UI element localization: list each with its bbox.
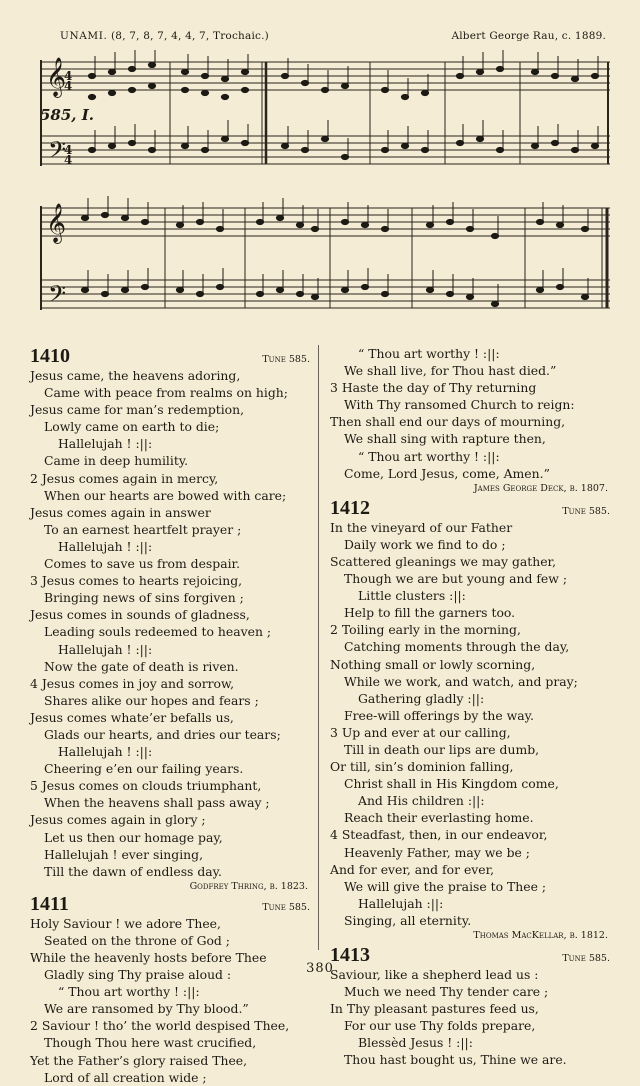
hymn-line: And for ever, and for ever, (330, 861, 495, 877)
hymn-line: Seated on the throne of God ; (44, 932, 230, 948)
svg-text:4: 4 (64, 69, 73, 83)
hymn-line: While the heavenly hosts before Thee (30, 950, 267, 965)
hymn-line: Hallelujah ! :||: (58, 641, 153, 657)
hymn-line: Holy Saviour ! we adore Thee, (30, 915, 221, 931)
hymn-line: Or till, sin’s dominion falling, (330, 759, 514, 775)
svg-text:𝄞: 𝄞 (46, 57, 67, 97)
hymn-line: Gathering gladly :||: (358, 690, 485, 706)
hymn-line: Little clusters :||: (358, 588, 466, 604)
hymn-line: Free-will offerings by the way. (344, 707, 534, 723)
composer-credit: Albert George Rau, c. 1889. (451, 30, 606, 42)
hymn-line: In Thy pleasant pastures feed us, (330, 1001, 539, 1017)
svg-text:4: 4 (64, 153, 73, 167)
hymn-line: Gladly sing Thy praise aloud : (44, 967, 232, 983)
hymn-line: 2 Saviour ! tho’ the world despised Thee, (30, 1018, 290, 1034)
tune-reference: Tune 585. (562, 953, 610, 964)
hymn-line: Came with peace from realms on high; (44, 385, 288, 401)
tune-meter: (8, 7, 8, 7, 4, 4, 7, Trochaic.) (111, 30, 269, 42)
music-staves-2 (40, 196, 610, 336)
hymn-line: Now the gate of death is riven. (44, 658, 239, 674)
hymn-line: Jesus comes again in glory ; (30, 812, 206, 828)
hymn-line: Hallelujah ! :||: (58, 436, 153, 452)
svg-text:4: 4 (64, 143, 73, 157)
hymn-line: Jesus came for man’s redemption, (30, 402, 245, 418)
hymn-line: 2 Toiling early in the morning, (330, 622, 521, 638)
hymn-line: With Thy ransomed Church to reign: (344, 397, 575, 413)
hymn-line: We will give the praise to Thee ; (344, 878, 547, 894)
hymn-heading (30, 893, 312, 915)
music-staves-1 (40, 50, 610, 190)
hymn-line: Lord of all creation wide ; (44, 1069, 207, 1085)
tune-reference: Tune 585. (562, 505, 610, 517)
svg-text:𝄞: 𝄞 (46, 203, 67, 243)
hymn-line: Yet the Father’s glory raised Thee, (30, 1052, 248, 1068)
hymn-line: For our use Thy folds prepare, (344, 1018, 536, 1034)
hymn-heading (30, 345, 312, 367)
hymn-line: Hallelujah :||: (358, 895, 444, 911)
svg-text:4: 4 (64, 79, 73, 93)
hymn-line: Heavenly Father, may we be ; (344, 844, 530, 860)
hymn-line: Hallelujah ! ever singing, (44, 846, 204, 862)
hymn-line: 2 Jesus comes again in mercy, (30, 470, 219, 486)
hymn-number: 1412 (330, 496, 370, 519)
tune-name: UNAMI. (60, 30, 108, 42)
hymn-line: Cheering e’en our failing years. (44, 761, 244, 777)
hymn-line: Catching moments through the day, (344, 639, 570, 655)
hymn-line: “ Thou art worthy ! :||: (58, 984, 200, 1000)
hymn-line: To an earnest heartfelt prayer ; (44, 521, 242, 537)
hymn-line: “ Thou art worthy ! :||: (358, 448, 500, 464)
hymn-line: Thou hast bought us, Thine we are. (344, 1052, 567, 1068)
hymn-line: Though Thou here wast crucified, (44, 1035, 257, 1051)
hymn-author: Thomas MacKellar, b. 1812. (473, 930, 608, 941)
hymn-line: Jesus came, the heavens adoring, (30, 368, 241, 383)
hymn-line: Then shall end our days of mourning, (330, 414, 566, 430)
hymn-line: Jesus comes whate’er befalls us, (30, 709, 234, 725)
hymn-line: Hallelujah ! :||: (58, 744, 153, 760)
tune-number: 585, I. (40, 106, 94, 124)
hymn-line: Let us then our homage pay, (44, 829, 223, 845)
hymn-line: 3 Haste the day of Thy returning (330, 380, 537, 396)
hymn-line: Nothing small or lowly scorning, (330, 656, 536, 672)
column-divider (318, 345, 319, 950)
hymn-line: Lowly came on earth to die; (44, 419, 220, 435)
hymn-line: Shares alike our hopes and fears ; (44, 692, 259, 708)
hymn-line: We shall sing with rapture then, (344, 431, 546, 447)
hymn-line: We are ransomed by Thy blood.” (44, 1001, 249, 1017)
hymn-line: Come, Lord Jesus, come, Amen.” (344, 465, 550, 481)
hymn-line: Singing, all eternity. (344, 912, 472, 928)
hymn-line: Comes to save us from despair. (44, 556, 241, 572)
hymn-author: James George Deck, b. 1807. (473, 482, 608, 494)
hymn-line: Hallelujah ! :||: (58, 538, 153, 554)
hymn-line: Blessèd Jesus ! :||: (358, 1035, 473, 1051)
hymn-line: Much we need Thy tender care ; (344, 984, 549, 1000)
hymn-line: Jesus comes in sounds of gladness, (30, 607, 250, 623)
page-number: 380 (306, 961, 334, 976)
svg-text:𝄢: 𝄢 (48, 280, 67, 313)
svg-text:𝄢: 𝄢 (48, 136, 67, 169)
hymn-line: We shall live, for Thou hast died.” (344, 363, 557, 379)
hymn-line: Help to fill the garners too. (344, 605, 516, 621)
tune-reference: Tune 585. (262, 901, 310, 913)
tune-header (60, 30, 269, 42)
hymn-line: 5 Jesus comes on clouds triumphant, (30, 778, 262, 794)
hymn-line: 3 Jesus comes to hearts rejoicing, (30, 573, 243, 589)
hymn-line: Jesus comes again in answer (30, 504, 211, 520)
hymn-line: When our hearts are bowed with care; (44, 487, 287, 503)
hymn-line: Glads our hearts, and dries our tears; (44, 726, 281, 742)
hymn-line: Scattered gleanings we may gather, (330, 553, 557, 569)
hymn-line: 4 Steadfast, then, in our endeavor, (330, 827, 548, 843)
hymn-line: Reach their everlasting home. (344, 810, 534, 826)
hymn-line: Bringing news of sins forgiven ; (44, 590, 244, 606)
hymn-number: 1410 (30, 345, 70, 367)
hymn-line: Though we are but young and few ; (344, 571, 567, 587)
hymn-line: Christ shall in His Kingdom come, (344, 776, 559, 792)
hymn-line: And His children :||: (358, 793, 485, 809)
hymn-line: While we work, and watch, and pray; (344, 673, 578, 689)
hymn-number: 1411 (30, 892, 69, 915)
hymn-line: Leading souls redeemed to heaven ; (44, 624, 272, 640)
hymn-line: Daily work we find to do ; (344, 536, 506, 552)
hymn-line: 4 Jesus comes in joy and sorrow, (30, 675, 235, 691)
hymn-line: Till the dawn of endless day. (44, 863, 222, 879)
hymn-number: 1413 (330, 944, 370, 966)
hymn-heading (330, 497, 612, 519)
music-system-2 (40, 196, 610, 336)
hymn-author: Godfrey Thring, b. 1823. (189, 880, 308, 892)
hymn-line: 3 Up and ever at our calling, (330, 724, 511, 740)
hymn-line: “ Thou art worthy ! :||: (358, 346, 500, 361)
hymn-line: Saviour, like a shepherd lead us : (330, 967, 539, 982)
tune-reference: Tune 585. (262, 354, 310, 365)
hymn-line: Till in death our lips are dumb, (344, 741, 540, 757)
hymn-line: In the vineyard of our Father (330, 519, 513, 535)
hymn-line: Came in deep humility. (44, 453, 189, 469)
music-system-1 (40, 50, 610, 190)
hymn-line: When the heavens shall pass away ; (44, 795, 270, 811)
